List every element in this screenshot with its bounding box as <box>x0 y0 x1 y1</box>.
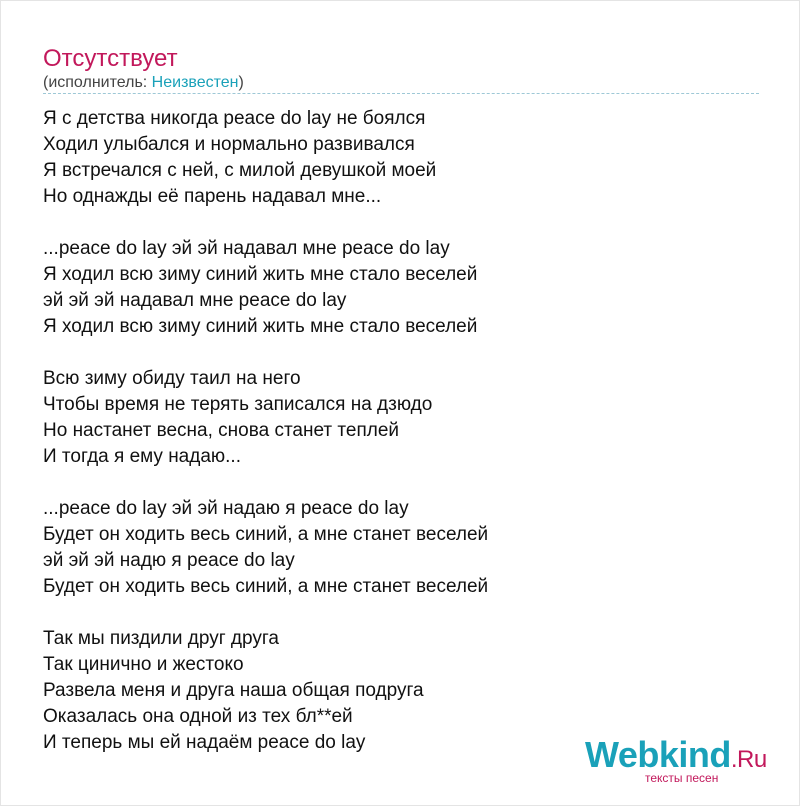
lyric-line: Так цинично и жестоко <box>43 654 244 675</box>
artist-link[interactable]: Неизвестен <box>151 74 239 91</box>
artist-line <box>43 74 244 92</box>
lyric-line: Будет он ходить весь синий, а мне станет веселей <box>43 524 489 545</box>
lyric-line: Я с детства никогда peace do lay не боялся <box>43 108 426 129</box>
lyric-line: Я ходил всю зиму синий жить мне стало веселей <box>43 264 478 285</box>
lyric-line: Ходил улыбался и нормально развивался <box>43 134 415 155</box>
lyric-line: Будет он ходить весь синий, а мне станет веселей <box>43 576 489 597</box>
lyric-line: И тогда я ему надаю... <box>43 446 241 467</box>
lyric-line: эй эй эй надю я peace do lay <box>43 550 295 571</box>
lyrics-block <box>43 106 488 756</box>
lyric-line: Я ходил всю зиму синий жить мне стало веселей <box>43 316 478 337</box>
song-title: Отсутствует <box>43 45 178 72</box>
lyric-line: Оказалась она одной из тех бл**ей <box>43 706 353 727</box>
lyric-line: Но однажды её парень надавал мне... <box>43 186 382 207</box>
lyric-line: ...peace do lay эй эй надавал мне peace do lay <box>43 238 450 259</box>
lyric-line: Я встречался с ней, с милой девушкой моей <box>43 160 437 181</box>
lyric-line: Всю зиму обиду таил на него <box>43 368 301 389</box>
logo-tagline: тексты песен <box>645 771 719 785</box>
lyric-line: эй эй эй надавал мне peace do lay <box>43 290 347 311</box>
lyric-line: ...peace do lay эй эй надаю я peace do lay <box>43 498 409 519</box>
artist-prefix: (исполнитель: <box>43 74 152 91</box>
lyric-stanza-break <box>43 210 488 236</box>
lyric-line: Так мы пиздили друг друга <box>43 628 279 649</box>
lyric-stanza-break <box>43 470 488 496</box>
logo-name: Webkind <box>585 734 731 775</box>
lyric-stanza-break <box>43 600 488 626</box>
artist-suffix: ) <box>238 74 244 91</box>
logo-tld: .Ru <box>730 746 767 773</box>
lyric-line: Развела меня и друга наша общая подруга <box>43 680 424 701</box>
lyric-stanza-break <box>43 340 488 366</box>
site-logo[interactable] <box>585 734 785 794</box>
lyric-line: Чтобы время не терять записался на дзюдо <box>43 394 433 415</box>
title-divider <box>43 93 759 94</box>
lyric-line: И теперь мы ей надаём peace do lay <box>43 732 366 753</box>
lyric-line: Но настанет весна, снова станет теплей <box>43 420 400 441</box>
